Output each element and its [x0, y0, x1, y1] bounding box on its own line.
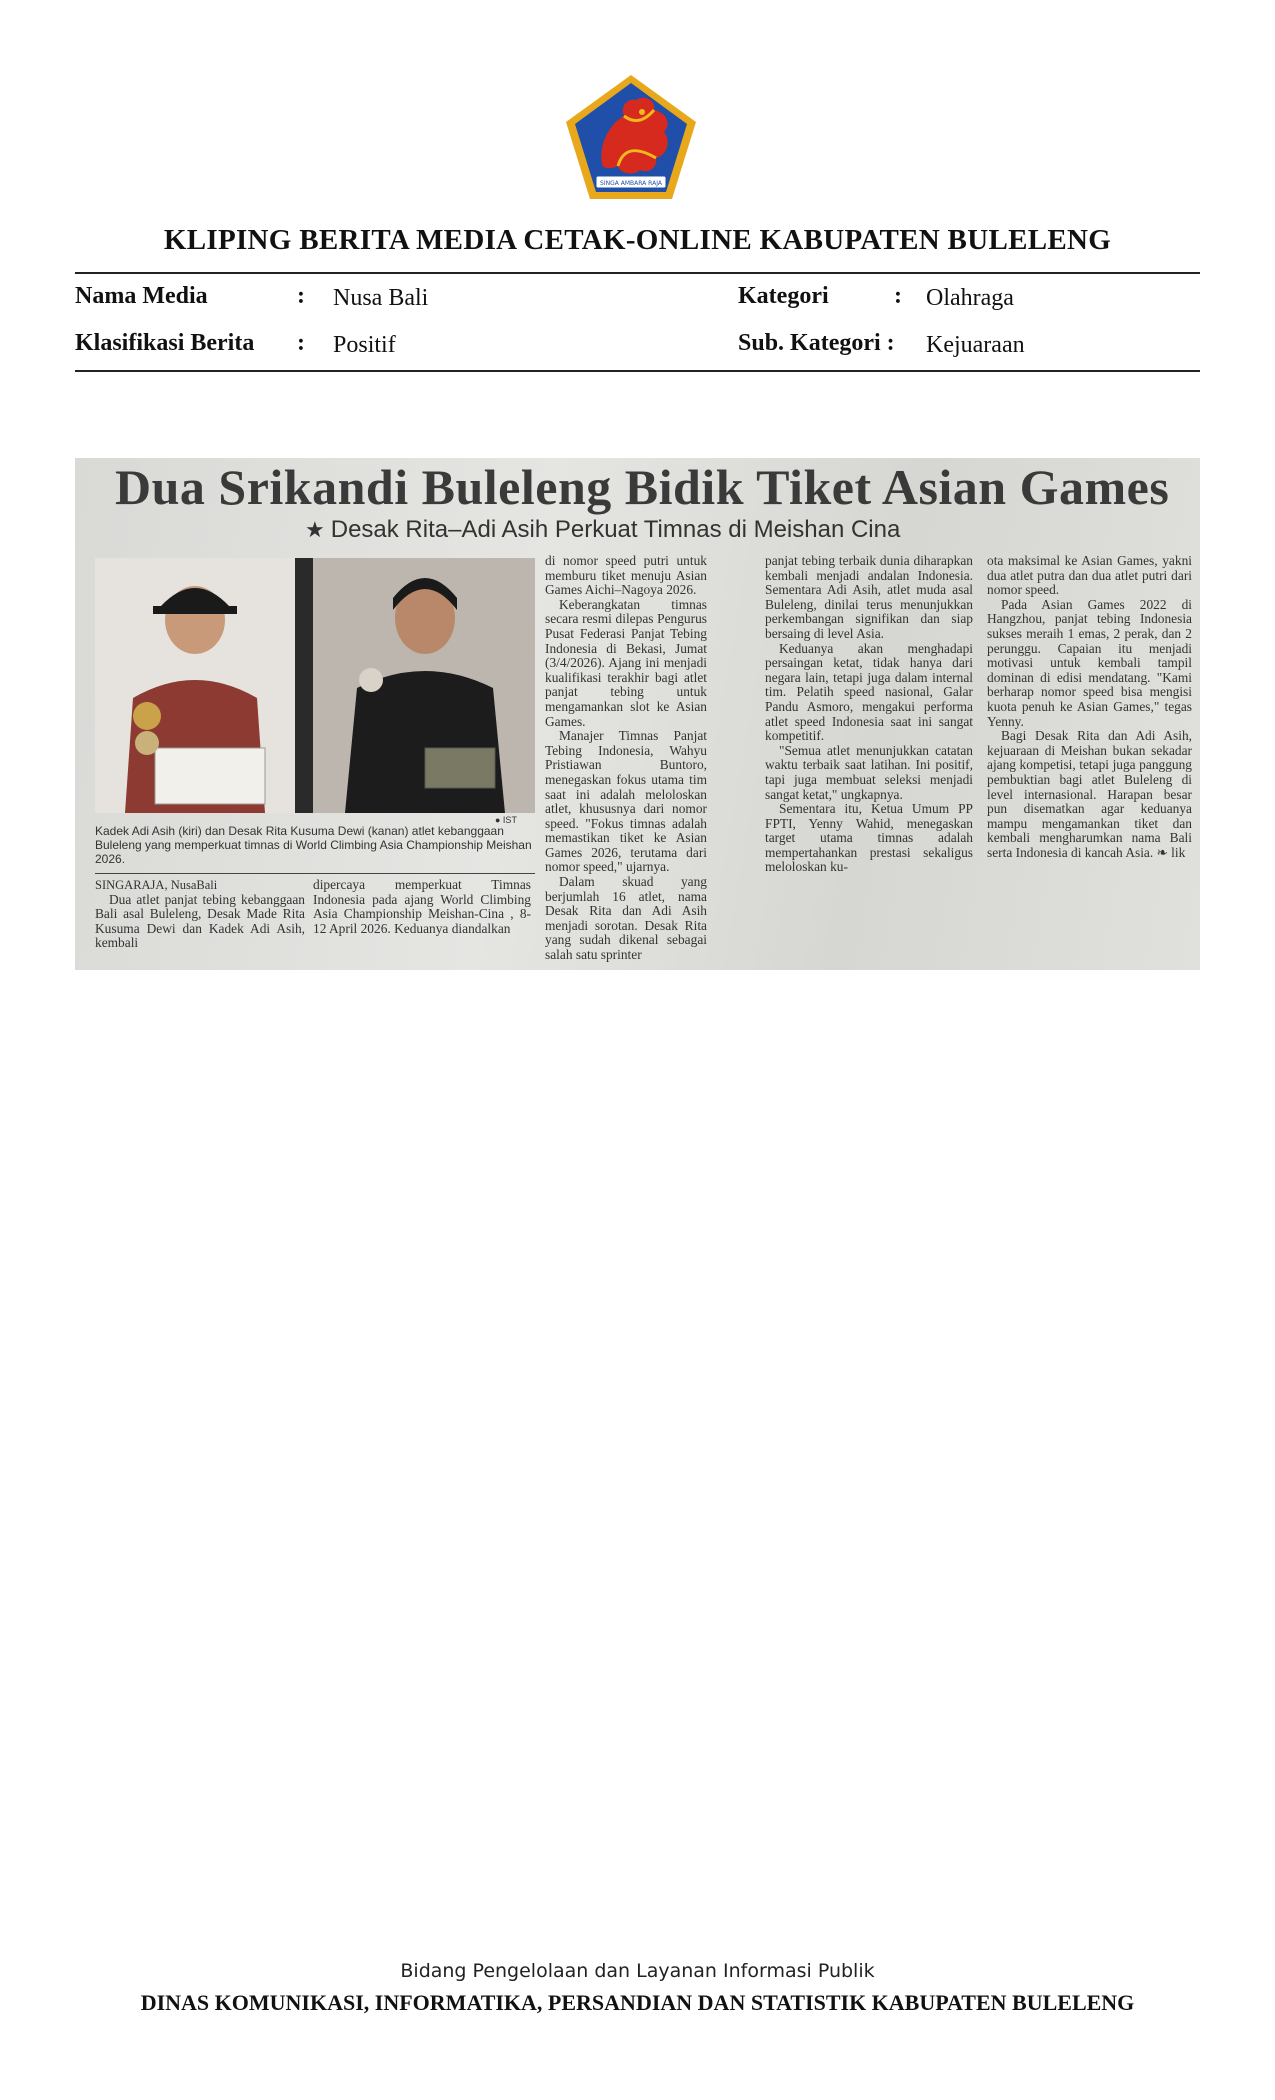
- article-paragraph: Dua atlet panjat tebing kebanggaan Bali asal Buleleng, Desak Made Rita Kusuma Dewi dan Kadek Adi Asih, kembali: [95, 891, 305, 951]
- article-paragraph: Keberangkatan timnas secara resmi dilepas Pengurus Pusat Federasi Panjat Tebing Indonesia di Bekasi, Jumat (3/4/2026). Ajang ini menjadi kualifikasi terakhir bagi atlet panjat tebing untuk mengamankan slot ke Asian Games.: [545, 596, 707, 729]
- article-paragraph: Bagi Desak Rita dan Adi Asih, kejuaraan di Meishan bukan sekadar ajang kompetisi, tetapi juga panggung pembuktian bagi atlet Buleleng di level internasional. Harapan besar pun disematkan agar keduanya mampu mengamankan tiket dan kembali mengharumkan nama Bali serta Indonesia di kancah Asia. ❧ lik: [987, 728, 1192, 860]
- header-divider-bottom: [75, 370, 1200, 372]
- article-column-1: [95, 878, 305, 951]
- article-paragraph: panjat tebing terbaik dunia diharapkan kembali menjadi andalan Indonesia. Sementara Adi Asih, atlet muda asal Buleleng, dinilai terus menunjukkan perkembangan signifikan dan siap bersaing di level Asia.: [765, 553, 973, 641]
- article-paragraph: Dalam skuad yang berjumlah 16 atlet, nama Desak Rita dan Adi Asih menjadi sorotan. Desak Rita yang sudah dikenal sebagai salah satu sprinter: [545, 874, 707, 963]
- article-paragraph: Keduanya akan menghadapi persaingan ketat, tidak hanya dari negara lain, tetapi juga dalam internal tim. Pelatih speed nasional, Galar Pandu Asmoro, mengakui performa atlet speed Indonesia saat ini sangat kompetitif.: [765, 640, 973, 744]
- svg-text:SINGA AMBARA RAJA: SINGA AMBARA RAJA: [600, 180, 662, 187]
- article-column-2: [313, 878, 531, 936]
- article-column-3: [545, 554, 707, 963]
- article-column-5: [987, 554, 1192, 860]
- colon: :: [894, 283, 902, 309]
- footer-division: Bidang Pengelolaan dan Layanan Informasi Publik: [400, 1960, 875, 1982]
- caption-divider: [95, 873, 535, 874]
- news-clipping: [75, 458, 1200, 970]
- kategori-value: Olahraga: [926, 285, 1014, 311]
- photo-credit: ● IST: [495, 815, 517, 825]
- article-dateline: SINGARAJA, NusaBali: [95, 878, 218, 892]
- article-subheadline: [305, 516, 900, 544]
- klasifikasi-value: Positif: [333, 332, 396, 358]
- kategori-label: Kategori: [738, 283, 829, 309]
- nama-media-value: Nusa Bali: [333, 285, 429, 311]
- buleleng-logo: [562, 72, 700, 202]
- sub-kategori-label: Sub. Kategori :: [738, 330, 895, 356]
- photo-caption: Kadek Adi Asih (kiri) dan Desak Rita Kusuma Dewi (kanan) atlet kebanggaan Buleleng yang memperkuat timnas di World Climbing Asia Championship Meishan 2026.: [95, 824, 532, 866]
- footer-agency: DINAS KOMUNIKASI, INFORMATIKA, PERSANDIAN DAN STATISTIK KABUPATEN BULELENG: [140, 1990, 1135, 2015]
- article-paragraph: Sementara itu, Ketua Umum PP FPTI, Yenny Wahid, menegaskan target utama timnas adalah mempertahankan prestasi sekaligus meloloskan ku-: [765, 801, 973, 875]
- colon: :: [297, 283, 305, 309]
- subheadline-text: Desak Rita–Adi Asih Perkuat Timnas di Meishan Cina: [330, 516, 901, 543]
- article-paragraph: ota maksimal ke Asian Games, yakni dua atlet putra dan dua atlet putri dari nomor speed.: [987, 553, 1192, 598]
- report-title: KLIPING BERITA MEDIA CETAK-ONLINE KABUPATEN BULELENG: [163, 224, 1112, 256]
- article-photo: [95, 558, 535, 813]
- article-paragraph: dipercaya memperkuat Timnas Indonesia pada ajang World Climbing Asia Championship Meishan-Cina , 8-12 April 2026. Keduanya diandalkan: [313, 877, 531, 936]
- article-paragraph: di nomor speed putri untuk memburu tiket menuju Asian Games Aichi–Nagoya 2026.: [545, 553, 707, 598]
- article-column-4: [765, 554, 973, 875]
- nama-media-label: Nama Media: [75, 283, 208, 309]
- star-icon: ★: [305, 517, 325, 542]
- article-paragraph: "Semua atlet menunjukkan catatan waktu terbaik saat latihan. Ini positif, tapi juga membuat seleksi menjadi sangat ketat," ungkapnya.: [765, 742, 973, 802]
- article-paragraph: Manajer Timnas Panjat Tebing Indonesia, Wahyu Pristiawan Buntoro, menegaskan fokus utama tim saat ini adalah meloloskan atlet, khususnya dari nomor speed. "Fokus timnas adalah memastikan tiket ke Asian Games 2026, terutama dari nomor speed," ujarnya.: [545, 728, 707, 875]
- header-divider-top: [75, 272, 1200, 274]
- klasifikasi-label: Klasifikasi Berita: [75, 330, 255, 356]
- sub-kategori-value: Kejuaraan: [926, 332, 1025, 358]
- colon: :: [297, 330, 305, 356]
- article-paragraph: Pada Asian Games 2022 di Hangzhou, panjat tebing Indonesia sukses meraih 1 emas, 2 perak, dan 2 perunggu. Capaian itu menjadi motivasi untuk kembali tampil dominan di edisi mendatang. "Kami berharap nomor speed bisa mengisi kuota penuh ke Asian Games," tegas Yenny.: [987, 596, 1192, 729]
- article-headline: Dua Srikandi Buleleng Bidik Tiket Asian Games: [115, 459, 1170, 515]
